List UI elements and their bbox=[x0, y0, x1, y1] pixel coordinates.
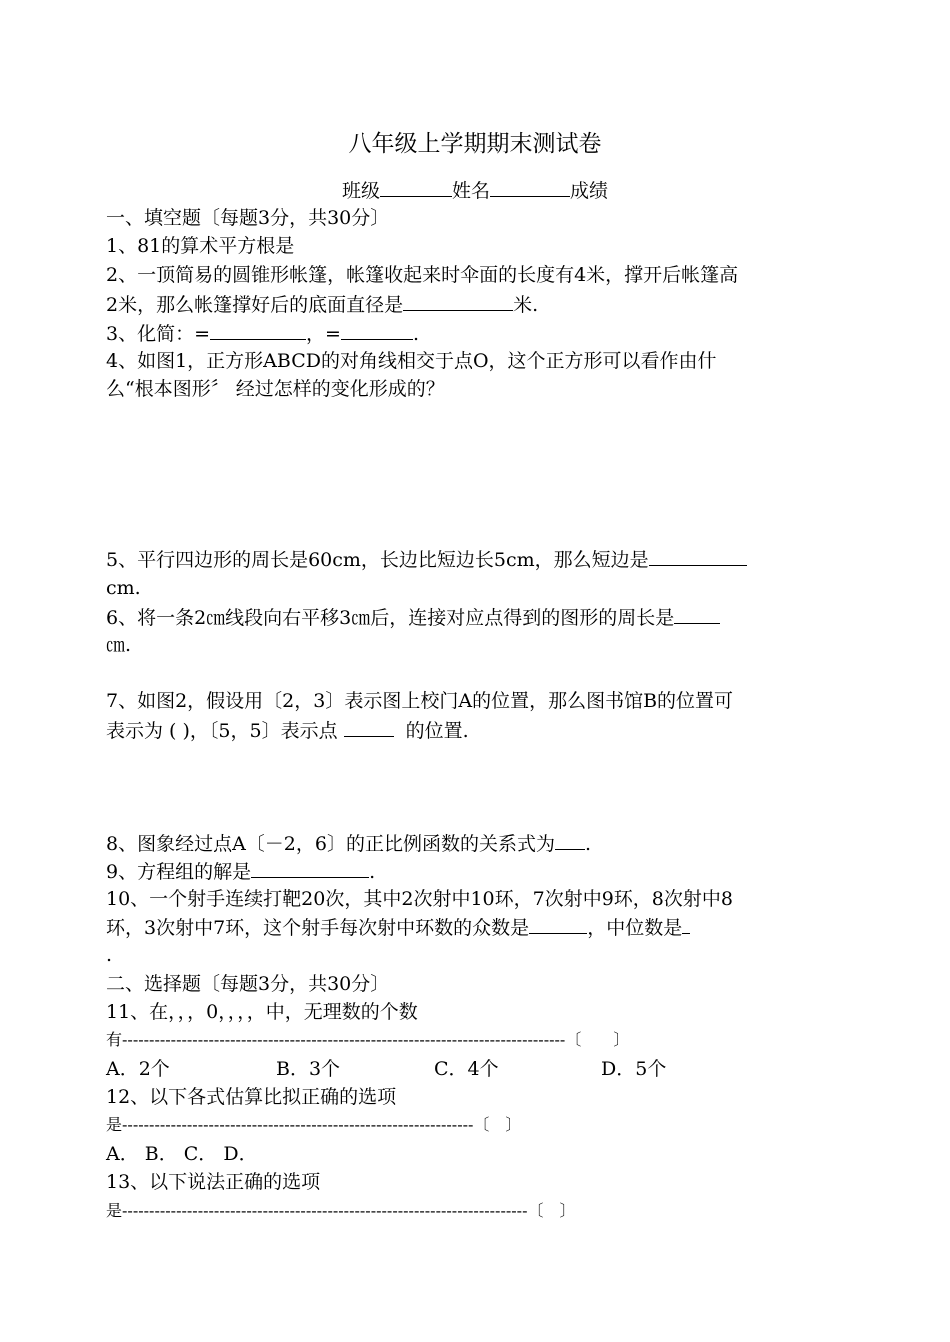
question-2-line2: 2米，那么帐篷撑好后的底面直径是 米. bbox=[106, 290, 538, 319]
question-6-line2: ㎝. bbox=[106, 634, 132, 656]
name-blank[interactable] bbox=[490, 176, 570, 197]
class-blank[interactable] bbox=[380, 176, 452, 197]
q2-answer-blank[interactable] bbox=[403, 290, 513, 311]
q11-option-b[interactable]: B．3个 bbox=[276, 1058, 341, 1080]
q10-median-blank[interactable] bbox=[682, 913, 690, 934]
question-4-line1: 4、如图1，正方形ABCD的对角线相交于点O，这个正方形可以看作由什 bbox=[106, 350, 717, 372]
q11-option-d[interactable]: D．5个 bbox=[601, 1058, 667, 1080]
question-5-line1: 5、平行四边形的周长是60cm，长边比短边长5cm，那么短边是 bbox=[106, 545, 747, 574]
question-11-line1: 11、在，，，0，，，，中，无理数的个数 bbox=[106, 1001, 418, 1023]
question-13-line1: 13、以下说法正确的选项 bbox=[106, 1171, 321, 1193]
question-11-options bbox=[106, 1055, 666, 1083]
score-label: 成绩 bbox=[570, 180, 609, 202]
question-7-line2: 表示为 ( )，〔5，5〕表示点 的位置. bbox=[106, 716, 469, 745]
name-label: 姓名 bbox=[451, 180, 490, 202]
question-12-options[interactable]: A． B． C． D． bbox=[106, 1143, 258, 1165]
q9-answer-blank[interactable] bbox=[251, 857, 369, 878]
section2-heading: 二、选择题〔每题3分，共30分〕 bbox=[106, 973, 390, 995]
question-7-line1: 7、如图2，假设用〔2，3〕表示图上校门A的位置，那么图书馆B的位置可 bbox=[106, 690, 734, 712]
question-1: 1、81的算术平方根是 bbox=[106, 235, 295, 257]
student-info-row bbox=[0, 176, 950, 205]
page-title: 八年级上学期期末测试卷 bbox=[348, 131, 602, 157]
question-10-line2: 环，3次射中7环，这个射手每次射中环数的众数是 ，中位数是 bbox=[106, 913, 690, 942]
question-10-line1: 10、一个射手连续打靶20次，其中2次射中10环，7次射中9环，8次射中8 bbox=[106, 888, 733, 910]
class-label: 班级 bbox=[341, 180, 380, 202]
q7-answer-blank[interactable] bbox=[344, 716, 394, 737]
q5-answer-blank[interactable] bbox=[649, 545, 747, 566]
q3-answer-blank-1[interactable] bbox=[210, 319, 306, 340]
question-12-line1: 12、以下各式估算比拟正确的选项 bbox=[106, 1086, 397, 1108]
question-13-line2: 是---------------------------------------------------------------------------〔 〕 bbox=[106, 1201, 576, 1220]
q6-answer-blank[interactable] bbox=[674, 603, 720, 624]
question-6-line1: 6、将一条2㎝线段向右平移3㎝后，连接对应点得到的图形的周长是 bbox=[106, 603, 720, 632]
question-8: 8、图象经过点A〔－2，6〕的正比例函数的关系式为 . bbox=[106, 829, 591, 858]
question-5-line2: cm. bbox=[106, 577, 141, 599]
question-9: 9、方程组的解是 . bbox=[106, 857, 375, 886]
question-11-line2: 有----------------------------------------------------------------------------------〔 〕 bbox=[106, 1030, 630, 1049]
q11-option-c[interactable]: C．4个 bbox=[434, 1058, 499, 1080]
question-3: 3、化简：= ，= . bbox=[106, 319, 419, 348]
question-4-line2: 么“根本图形〞 经过怎样的变化形成的？ bbox=[106, 378, 445, 400]
question-2-line1: 2、一顶简易的圆锥形帐篷，帐篷收起来时伞面的长度有4米，撑开后帐篷高 bbox=[106, 264, 739, 286]
q8-answer-blank[interactable] bbox=[555, 829, 585, 850]
q11-option-a[interactable]: A．2个 bbox=[106, 1058, 170, 1080]
q3-answer-blank-2[interactable] bbox=[341, 319, 413, 340]
question-12-line2: 是-----------------------------------------------------------------〔 〕 bbox=[106, 1115, 522, 1134]
q10-mode-blank[interactable] bbox=[529, 913, 587, 934]
question-10-line3: . bbox=[106, 944, 113, 966]
section1-heading: 一、填空题〔每题3分，共30分〕 bbox=[106, 207, 390, 229]
